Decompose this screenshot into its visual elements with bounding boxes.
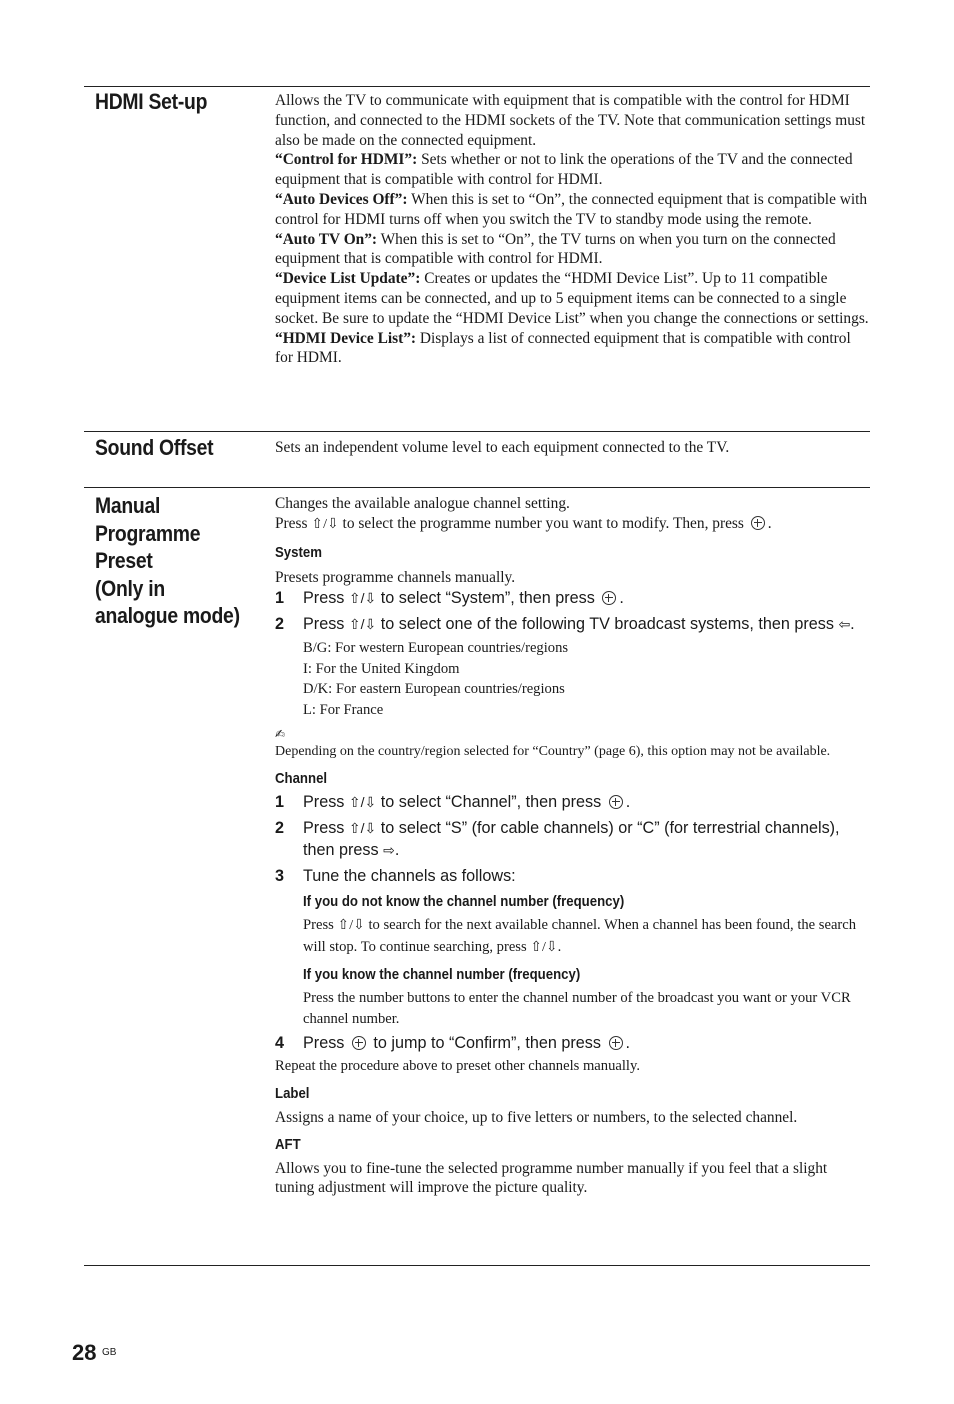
up-down-arrow-icon: ⇧/⇩: [311, 516, 339, 532]
list-item: B/G: For western European countries/regions: [303, 640, 569, 657]
region-code: GB: [102, 1347, 117, 1358]
aft-text: Allows you to fine-tune the selected programme number manually if you feel that a slight tuning adjustment will improve the picture quality.: [275, 1159, 828, 1197]
ok-button-icon: [352, 1036, 366, 1050]
up-down-arrow-icon: ⇧/⇩: [348, 616, 377, 633]
system-step-2: 2 Press ⇧/⇩ to select one of the following TV broadcast systems, then press ⇦.: [275, 615, 855, 634]
system-note: Depending on the country/region selected for “Country” (page 6), this option may not be available.: [275, 744, 831, 760]
up-down-arrow-icon: ⇧/⇩: [348, 820, 377, 837]
ok-button-icon: [602, 591, 616, 605]
hdmi-setup-body: [275, 91, 870, 368]
hdmi-item: “Control for HDMI”: Sets whether or not to link the operations of the TV and the connected equipment that is compatible with control for HDMI.: [275, 151, 853, 189]
hdmi-setup-heading: HDMI Set-up: [95, 89, 208, 114]
up-down-arrow-icon: ⇧/⇩: [348, 590, 377, 607]
unknown-frequency-subheading: If you do not know the channel number (frequency): [303, 893, 625, 911]
hdmi-item: “Auto Devices Off”: When this is set to “On”, the connected equipment that is compatible with control for HDMI turns off when you switch the TV to standby mode using the remote.: [275, 190, 868, 228]
system-desc: Presets programme channels manually.: [275, 568, 516, 586]
sound-offset-body: [275, 438, 870, 458]
known-frequency-subheading: If you know the channel number (frequency): [303, 966, 581, 984]
manual-preset-body: [275, 494, 870, 1198]
note-icon: ✍: [275, 727, 286, 742]
top-rule: [84, 86, 870, 87]
manual-preset-heading: Manual Programme Preset (Only in analogue mode): [95, 493, 240, 628]
label-text: Assigns a name of your choice, up to five letters or numbers, to the selected channel.: [275, 1108, 798, 1126]
manual-intro-press: Press ⇧/⇩ to select the programme number you want to modify. Then, press .: [275, 514, 870, 535]
known-frequency-text: Press the number buttons to enter the channel number of the broadcast you want or your VCR channel number.: [303, 990, 851, 1027]
channel-step-1: 1 Press ⇧/⇩ to select “Channel”, then press .: [275, 793, 631, 812]
ok-button-icon: [609, 795, 623, 809]
sound-rule: [84, 431, 870, 432]
ok-button-icon: [751, 516, 765, 530]
hdmi-item: “Device List Update”: Creates or updates the “HDMI Device List”. Up to 11 compatible equipment items can be connected, and up to 5 equipment items can be connected to a single socket. Be sure to update the “HDMI Device List” when you change the connections or settings.: [275, 270, 869, 327]
hdmi-item: “Auto TV On”: When this is set to “On”, the TV turns on when you turn on the connected equipment that is compatible with control for HDMI.: [275, 230, 836, 268]
system-step-1: 1 Press ⇧/⇩ to select “System”, then press .: [275, 589, 624, 608]
label-subheading: Label: [275, 1084, 310, 1102]
list-item: D/K: For eastern European countries/regions: [303, 681, 565, 698]
channel-step-2: 2 Press ⇧/⇩ to select “S” (for cable channels) or “C” (for terrestrial channels), then press ⇨.: [275, 819, 840, 860]
channel-subheading: Channel: [275, 770, 328, 788]
left-arrow-icon: ⇦: [838, 616, 851, 633]
sound-offset-text: Sets an independent volume level to each equipment connected to the TV.: [275, 439, 730, 456]
system-subheading: System: [275, 543, 322, 561]
channel-step-3: 3 Tune the channels as follows:: [275, 867, 516, 886]
up-down-arrow-icon: ⇧/⇩: [337, 918, 365, 934]
page-number: 28: [72, 1340, 97, 1365]
sound-offset-heading: Sound Offset: [95, 435, 214, 460]
hdmi-intro: Allows the TV to communicate with equipment that is compatible with the control for HDMI function, and connected to the HDMI sockets of the TV. Note that communication settings must also be made on the connected equipment.: [275, 92, 866, 149]
hdmi-item: “HDMI Device List”: Displays a list of connected equipment that is compatible with control for HDMI.: [275, 329, 851, 367]
ok-button-icon: [609, 1036, 623, 1050]
unknown-frequency-text: Press ⇧/⇩ to search for the next available channel. When a channel has been found, the search will stop. To continue searching, press ⇧/⇩.: [303, 915, 870, 958]
channel-step-4: 4 Press to jump to “Confirm”, then press .: [275, 1034, 630, 1053]
up-down-arrow-icon: ⇧/⇩: [530, 939, 558, 955]
bottom-rule: [84, 1265, 870, 1266]
list-item: L: For France: [303, 701, 384, 718]
broadcast-system-list: [275, 638, 870, 720]
repeat-text: Repeat the procedure above to preset other channels manually.: [275, 1058, 640, 1075]
aft-subheading: AFT: [275, 1135, 301, 1153]
manual-intro: Changes the available analogue channel setting.: [275, 495, 570, 512]
up-down-arrow-icon: ⇧/⇩: [348, 794, 377, 811]
right-arrow-icon: ⇨: [383, 842, 395, 859]
channel-tune-options: [275, 892, 870, 1029]
list-item: I: For the United Kingdom: [303, 660, 460, 677]
manual-rule: [84, 487, 870, 488]
